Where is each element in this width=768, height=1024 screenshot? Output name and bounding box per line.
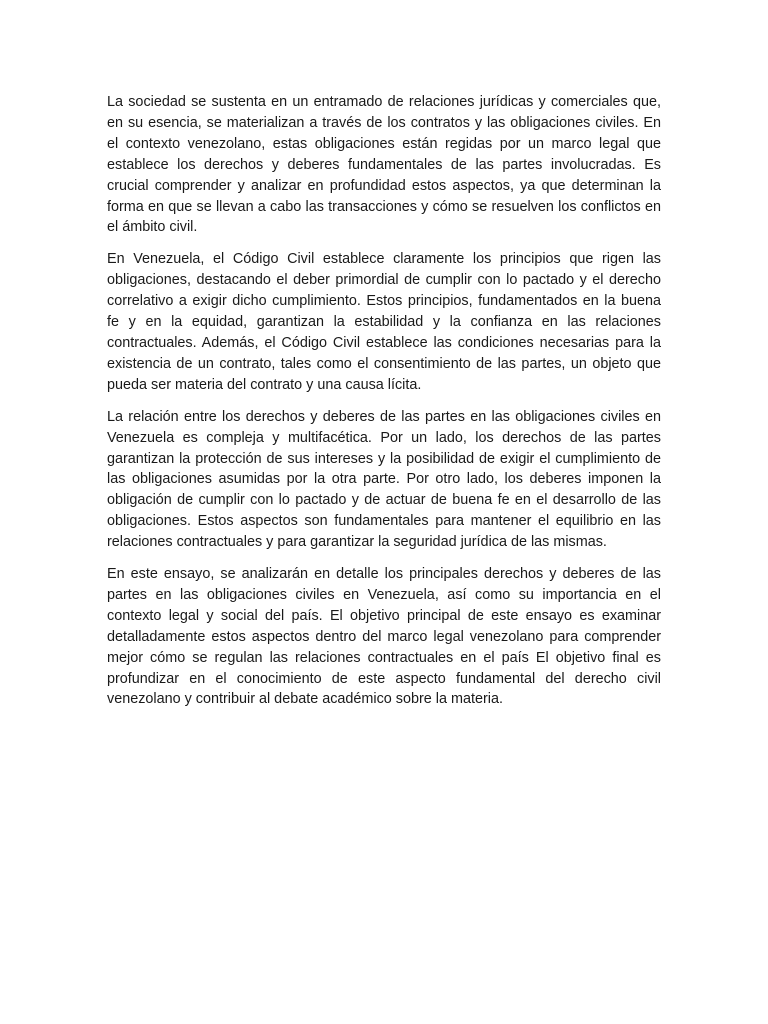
paragraph-1: La sociedad se sustenta en un entramado de relaciones jurídicas y comerciales que, en su esencia, se materializan a través de los contratos y las obligaciones civiles. En el contexto venezolano, estas obligaciones están regidas por un marco legal que establece los derechos y deberes fundamentales de las partes involucradas. Es crucial comprender y analizar en profundidad estos aspectos, ya que determinan la forma en que se llevan a cabo las transacciones y cómo se resuelven los conflictos en el ámbito civil. [107, 94, 661, 236]
paragraph-2: En Venezuela, el Código Civil establece claramente los principios que rigen las obligaciones, destacando el deber primordial de cumplir con lo pactado y el derecho correlativo a exigir dicho cumplimiento. Estos principios, fundamentados en la buena fe y en la equidad, garantizan la estabilidad y la confianza en las relaciones contractuales. Además, el Código Civil establece las condiciones necesarias para la existencia de un contrato, tales como el consentimiento de las partes, un objeto que pueda ser materia del contrato y una causa lícita. [107, 251, 661, 393]
paragraph-4: En este ensayo, se analizarán en detalle los principales derechos y deberes de las partes en las obligaciones civiles en Venezuela, así como su importancia en el contexto legal y social del país. El objetivo principal de este ensayo es examinar detalladamente estos aspectos dentro del marco legal venezolano para comprender mejor cómo se regulan las relaciones contractuales en el país El objetivo final es profundizar en el conocimiento de este aspecto fundamental del derecho civil venezolano y contribuir al debate académico sobre la materia. [107, 566, 661, 708]
document-body [107, 92, 661, 710]
paragraph-3: La relación entre los derechos y deberes de las partes en las obligaciones civiles en Venezuela es compleja y multifacética. Por un lado, los derechos de las partes garantizan la protección de sus intereses y la posibilidad de exigir el cumplimiento de las obligaciones asumidas por la otra parte. Por otro lado, los deberes imponen la obligación de cumplir con lo pactado y de actuar de buena fe en el desarrollo de las obligaciones. Estos aspectos son fundamentales para mantener el equilibrio en las relaciones contractuales y para garantizar la seguridad jurídica de las mismas. [107, 408, 661, 551]
